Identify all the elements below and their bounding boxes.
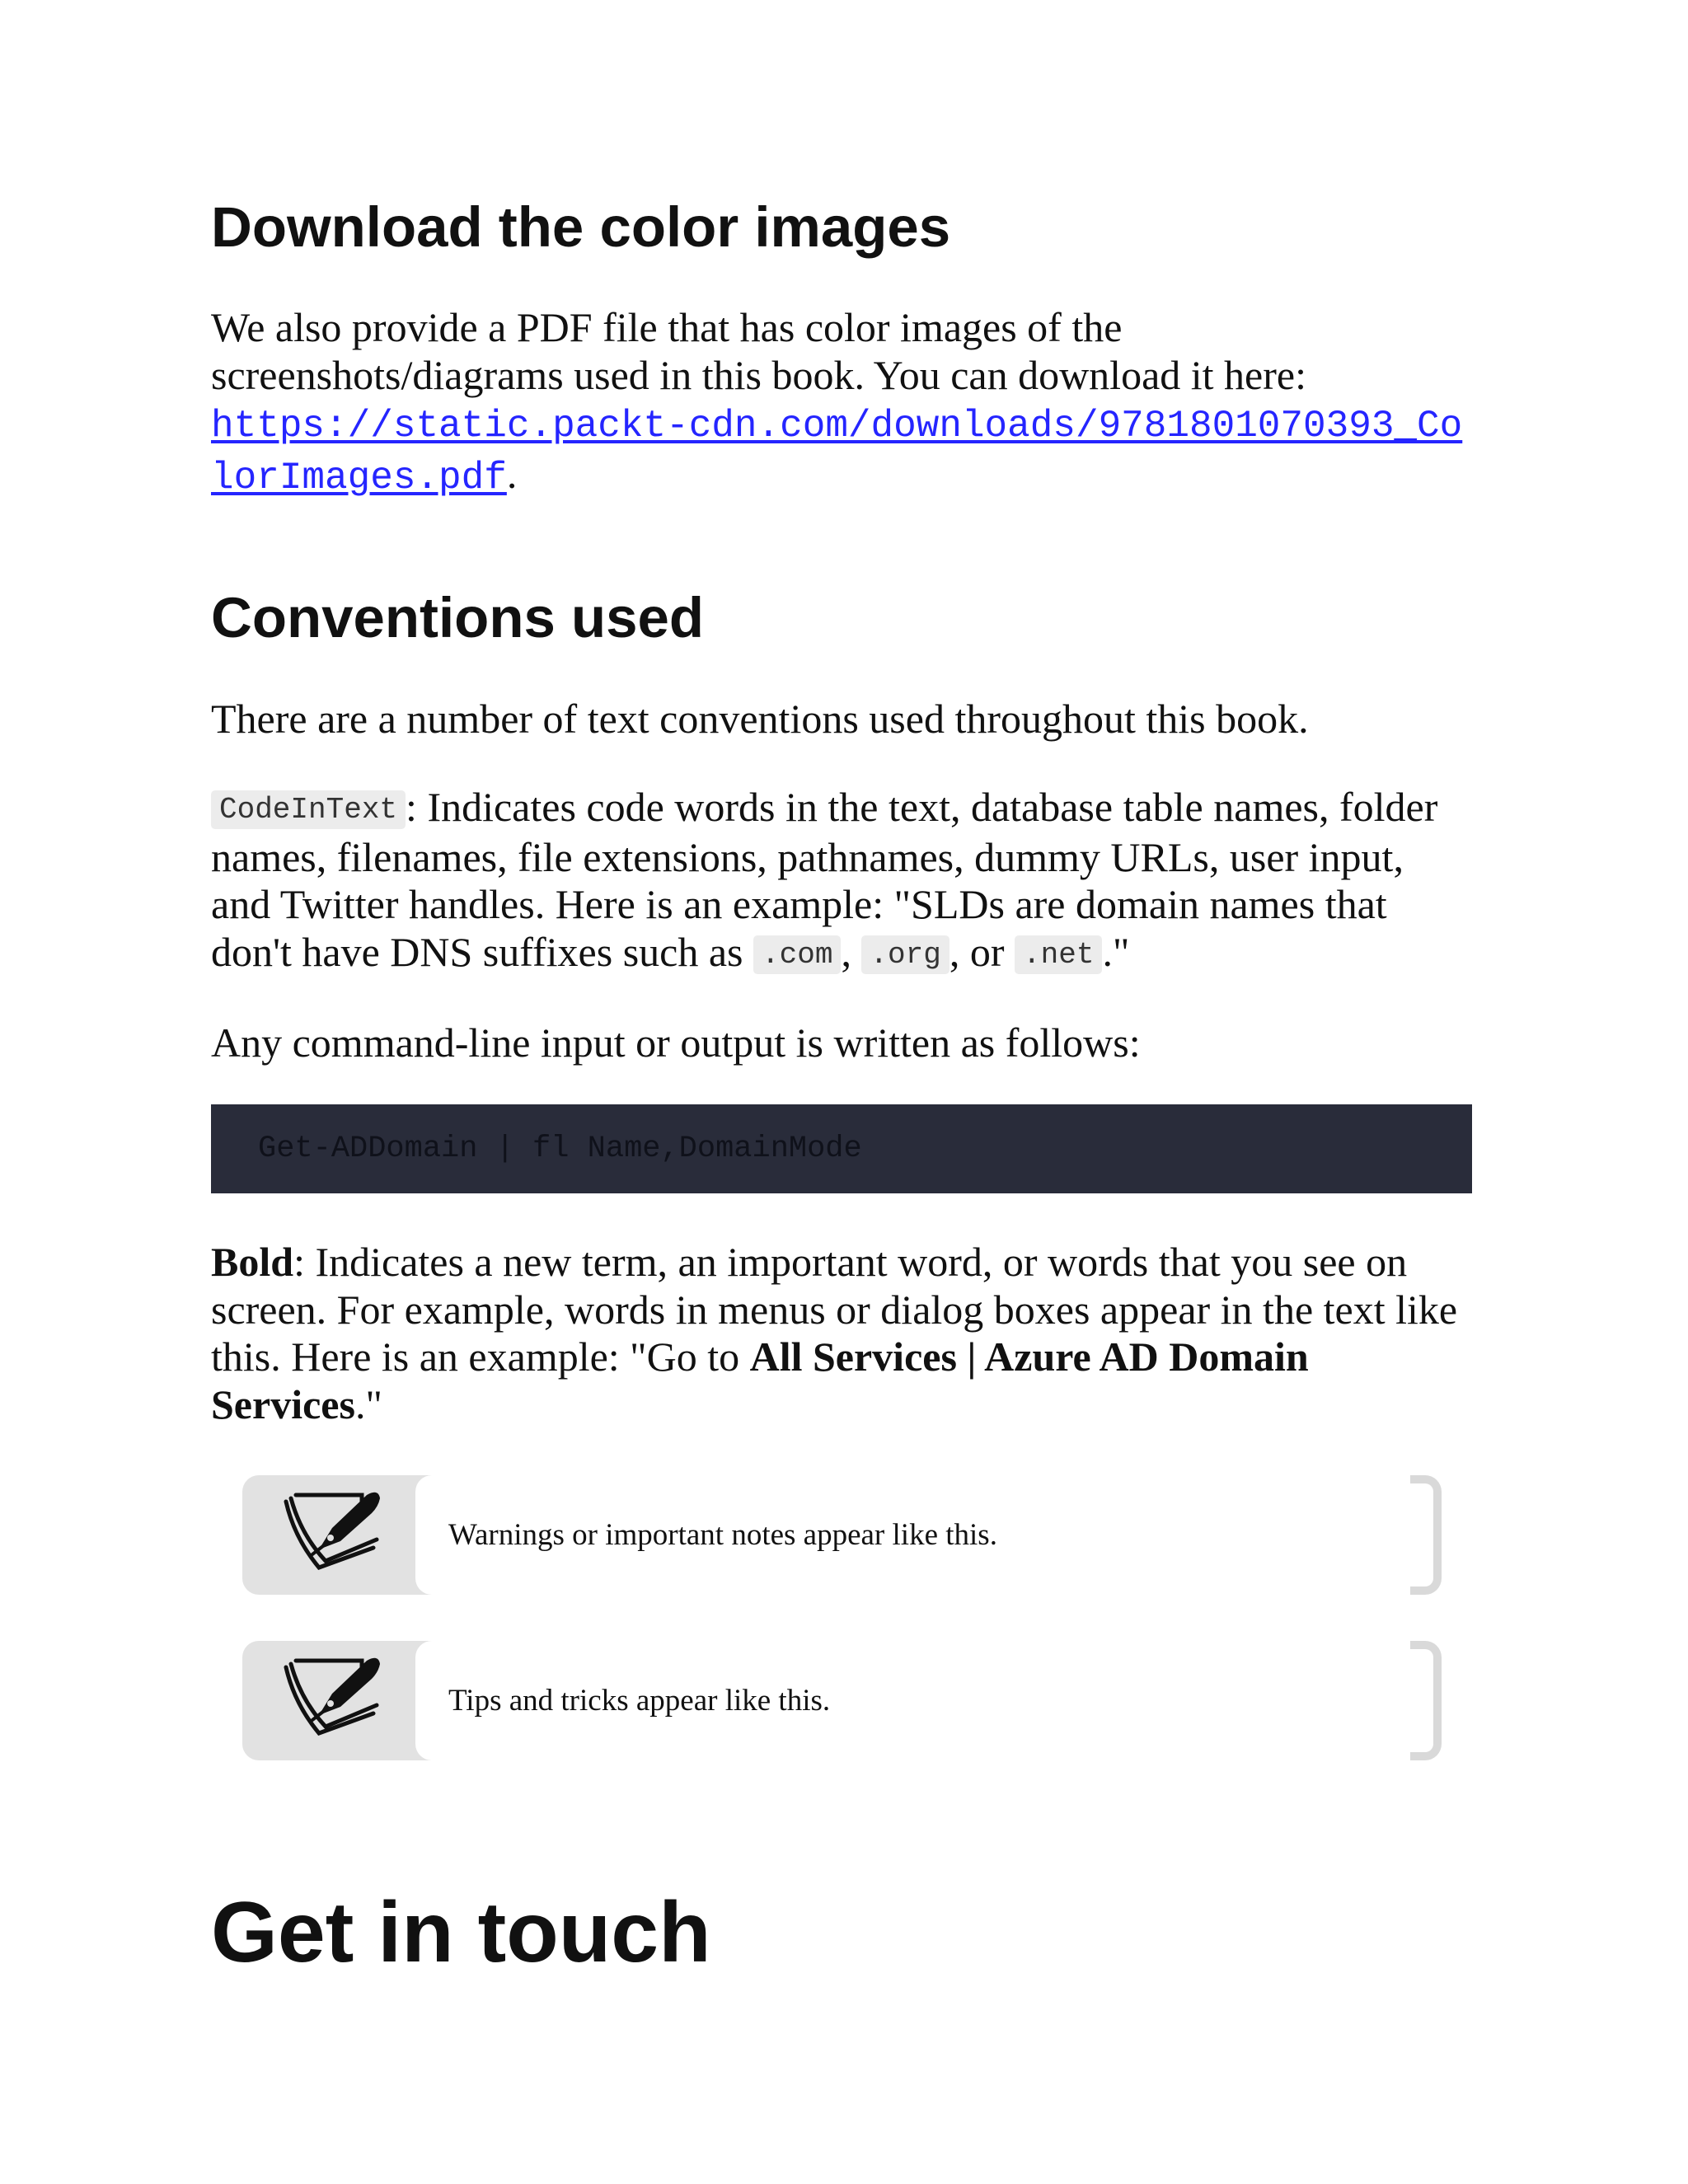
code-in-text-description: : Indicates code words in the text, database table names, folder names, filenames, file extensions, pathnames, dummy URLs, user input, and Twitter handles. Here is an example: "SLDs are domain names that don't have DNS suffixes such as bbox=[211, 784, 1438, 975]
tip-text: Tips and tricks appear like this. bbox=[448, 1684, 831, 1718]
warning-text: Warnings or important notes appear like this. bbox=[448, 1518, 997, 1552]
bold-end: ." bbox=[354, 1380, 382, 1427]
code-in-text-term: CodeInText bbox=[211, 790, 406, 829]
color-images-link[interactable]: https://static.packt-cdn.com/downloads/9781801070393_ColorImages.pdf bbox=[211, 405, 1463, 499]
download-color-images-heading: Download the color images bbox=[211, 195, 951, 259]
bold-paragraph bbox=[211, 1239, 1472, 1428]
conventions-intro: There are a number of text conventions used throughout this book. bbox=[211, 696, 1309, 742]
tip-callout bbox=[242, 1641, 1442, 1760]
bold-example: All Services | Azure AD Domain Services bbox=[211, 1333, 1309, 1427]
code-example-org: .org bbox=[861, 935, 949, 974]
code-in-text-paragraph bbox=[211, 784, 1472, 978]
get-in-touch-heading: Get in touch bbox=[211, 1885, 711, 1980]
command-intro: Any command-line input or output is written as follows: bbox=[211, 1019, 1141, 1066]
bold-description: : Indicates a new term, an important word, or words that you see on screen. For example, words in menus or dialog boxes appear in the text like this. Here is an example: "Go to bbox=[211, 1239, 1458, 1380]
link-suffix: . bbox=[506, 450, 518, 497]
warning-bracket bbox=[1410, 1475, 1442, 1595]
separator-1: , bbox=[841, 928, 862, 975]
code-example-net: .net bbox=[1015, 935, 1102, 974]
pen-note-icon bbox=[279, 1654, 387, 1745]
command-code: Get-ADDomain | fl Name,DomainMode bbox=[258, 1132, 862, 1166]
tip-bracket bbox=[1410, 1641, 1442, 1760]
warning-callout bbox=[242, 1475, 1442, 1595]
conventions-used-heading: Conventions used bbox=[211, 586, 705, 649]
code-example-com: .com bbox=[753, 935, 841, 974]
download-text: We also provide a PDF file that has color images of the screenshots/diagrams used in this book. You can download it here: bbox=[211, 304, 1306, 398]
bold-term: Bold bbox=[211, 1239, 294, 1285]
pen-note-icon bbox=[279, 1488, 387, 1579]
separator-2: , or bbox=[949, 928, 1015, 975]
warning-icon-box bbox=[242, 1475, 448, 1595]
download-paragraph bbox=[211, 304, 1472, 502]
code-in-text-end: ." bbox=[1102, 928, 1130, 975]
tip-icon-box bbox=[242, 1641, 448, 1760]
command-code-block bbox=[211, 1104, 1472, 1193]
